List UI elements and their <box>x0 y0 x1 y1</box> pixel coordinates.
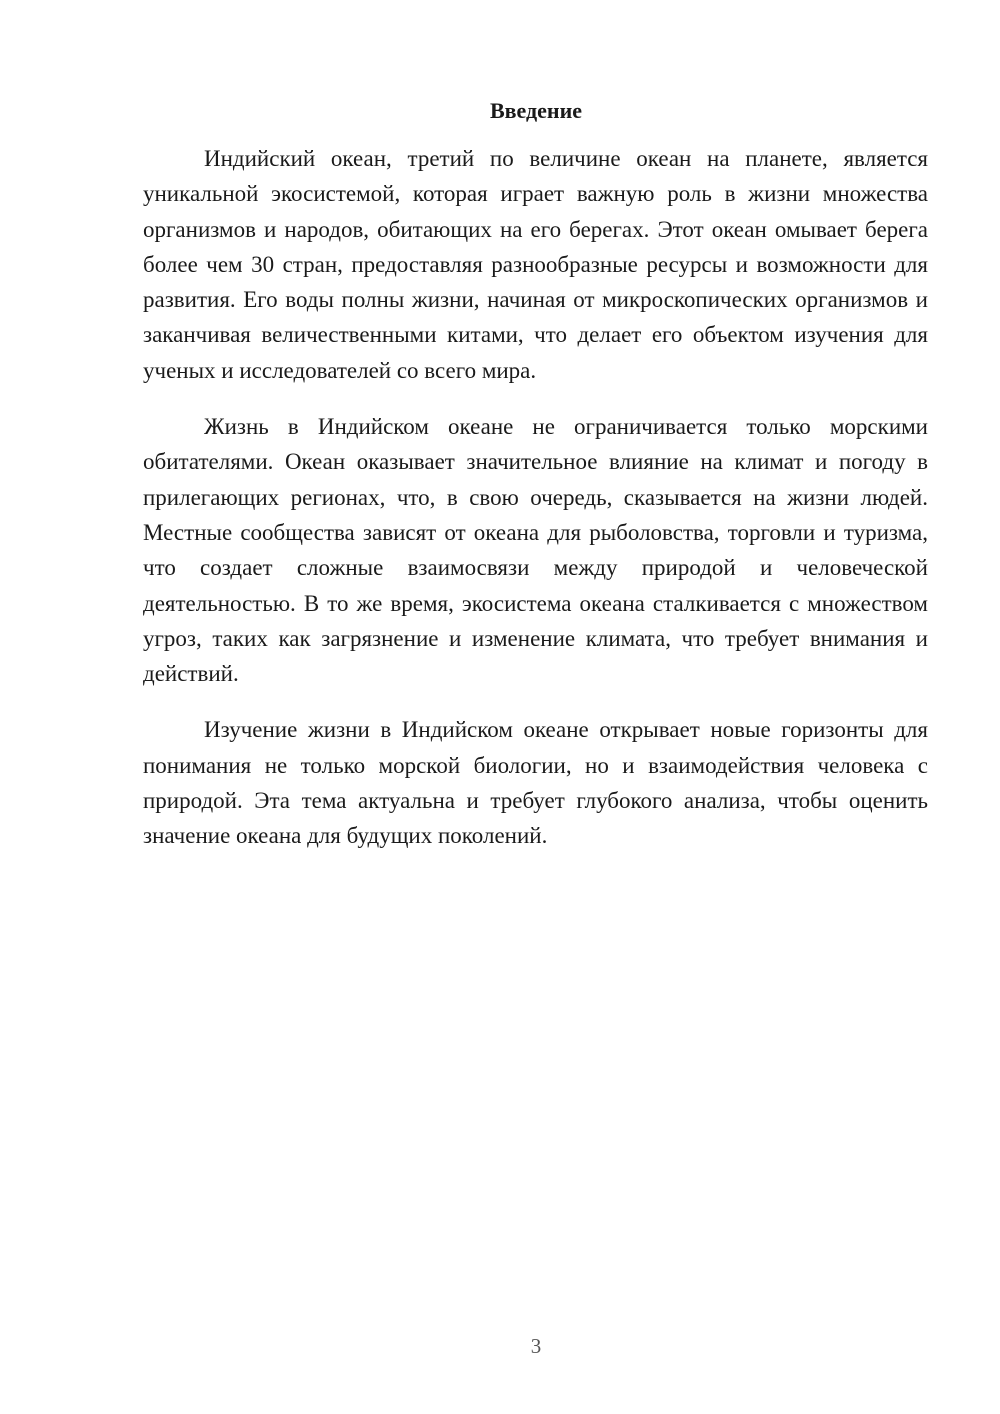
paragraph-3: Изучение жизни в Индийском океане открывает новые горизонты для понимания не только морской биологии, но и взаимодействия человека с природой. Эта тема актуальна и требует глубокого анализа, чтобы оценить значение океана для будущих поколений. <box>143 717 928 849</box>
section-heading: Введение <box>489 98 583 123</box>
paragraph-1: Индийский океан, третий по величине океан на планете, является уникальной экосистемой, которая играет важную роль в жизни множества организмов и народов, обитающих на его берегах. Этот океан омывает берега более чем 30 стран, предоставляя разнообразные ресурсы и возможности для развития. Его воды полны жизни, начиная от микроскопических организмов и заканчивая величественными китами, что делает его объектом изучения для ученых и исследователей со всего мира. <box>143 146 928 383</box>
paragraph-2: Жизнь в Индийском океане не ограничивается только морскими обитателями. Океан оказывает значительное влияние на климат и погоду в прилегающих регионах, что, в свою очередь, сказывается на жизни людей. Местные сообщества зависят от океана для рыболовства, торговли и туризма, что создает сложные взаимосвязи между природой и человеческой деятельностью. В то же время, экосистема океана сталкивается с множеством угроз, таких как загрязнение и изменение климата, что требует внимания и действий. <box>143 414 928 687</box>
page-number: 3 <box>530 1334 542 1358</box>
body-text <box>143 141 928 854</box>
